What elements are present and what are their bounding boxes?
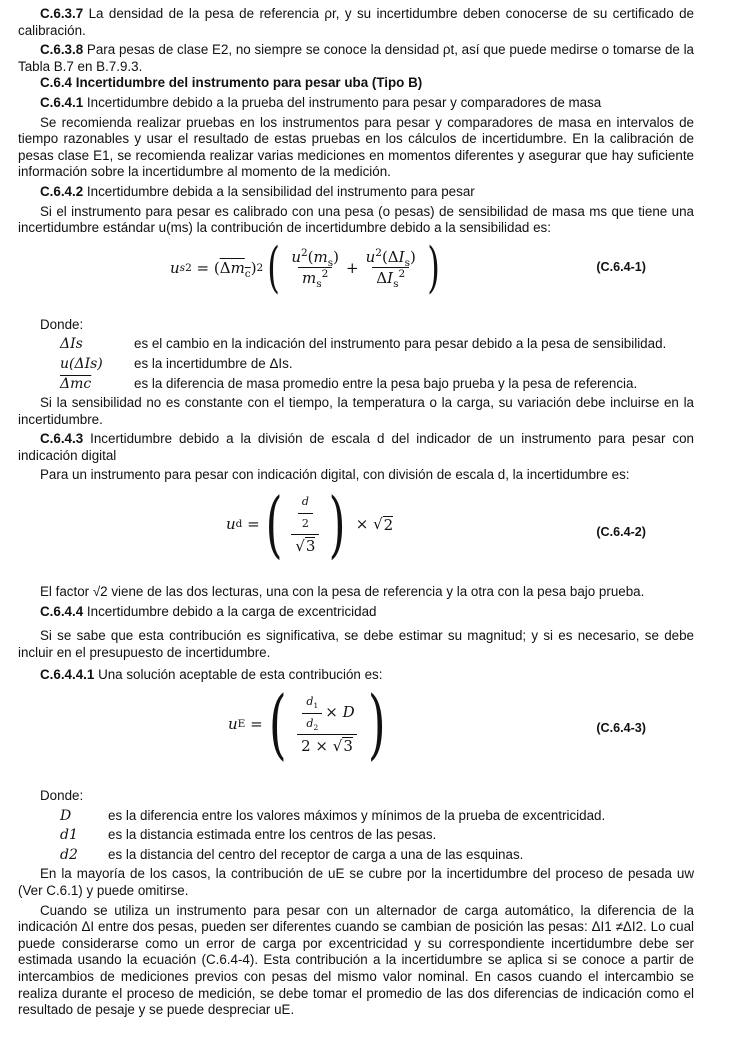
heading-c641 xyxy=(18,95,694,112)
definition-symbol: u(ΔIs) xyxy=(60,355,103,372)
paragraph-c638 xyxy=(18,42,694,75)
definition-item xyxy=(60,827,694,844)
paragraph-c643-after: El factor √2 viene de las dos lecturas, una con la pesa de referencia y la otra con la pesa bajo prueba. xyxy=(40,584,645,600)
donde-label: Donde: xyxy=(40,788,84,804)
donde-label: Donde: xyxy=(40,316,84,332)
definition-item xyxy=(60,336,694,353)
definition-text: es la distancia del centro del receptor de carga a una de las esquinas. xyxy=(108,846,524,862)
definition-symbol: d1 xyxy=(60,827,78,844)
definition-text: es la diferencia de masa promedio entre la pesa bajo prueba y la pesa de referencia. xyxy=(134,375,638,391)
heading-c64: C.6.4 Incertidumbre del instrumento para pesar uba (Tipo B) xyxy=(40,75,423,91)
heading-c643 xyxy=(18,431,694,464)
heading-c644 xyxy=(18,604,694,621)
paragraph-c642-after: Si la sensibilidad no es constante con el tiempo, la temperatura o la carga, su variación debe incluirse en la incertidumbre. xyxy=(18,395,694,427)
definition-symbol: ΔIs xyxy=(60,336,83,353)
clause-title: Incertidumbre debido a la carga de excentricidad xyxy=(83,603,377,619)
paragraph-c643-body: Para un instrumento para pesar con indicación digital, con división de escala d, la incertidumbre es: xyxy=(40,467,630,483)
definition-text: es la diferencia entre los valores máximos y mínimos de la prueba de excentricidad. xyxy=(108,807,606,823)
definition-text: es la incertidumbre de ΔIs. xyxy=(134,355,293,371)
equation-ue: u E = ( $\frac{d_1}{d_2}$ × D 2 × √3 ) xyxy=(228,679,386,769)
clause-number: C.6.4.2 xyxy=(40,183,84,199)
paragraph-c6441-p2: Cuando se utiliza un instrumento para pesar con un alternador de carga automático, la diferencia de la indicación ΔI entre dos pesas, pueden ser diferentes cuando se cambian de posición las pesas: ΔI1 ≠ΔI2. Lo cual puede considerarse como un error de carga por excentricidad y su correspondiente incertidumbre debe ser estimada usando la ecuación (C.6.4-4). Esta contribución a la incertidumbre se aplica si se conoce a partir de intercambios de mediciones previos con pesas del mismo valor nominal. En casos cuando el intercambio se realiza durante el proceso de medición, se debe tomar el promedio de las dos diferencias de indicación como el resultado de pesaje y se puede despreciar uE. xyxy=(18,902,694,1018)
clause-text: Para pesas de clase E2, no siempre se conoce la densidad ρt, así que puede medirse o tomarse de la Tabla B.7 en B.7.9.3. xyxy=(18,42,694,74)
clause-number: C.6.4.4.1 xyxy=(40,667,95,683)
clause-number: C.6.3.8 xyxy=(40,42,84,58)
definition-item xyxy=(60,808,694,825)
heading-c642 xyxy=(18,184,694,201)
clause-number: C.6.4.1 xyxy=(40,94,84,110)
clause-number: C.6.3.7 xyxy=(40,6,84,21)
equation-c641 xyxy=(18,237,694,317)
clause-title: Incertidumbre debido a la prueba del instrumento para pesar y comparadores de masa xyxy=(83,94,602,110)
paragraph-c642-body: Si el instrumento para pesar es calibrado con una pesa (o pesas) de sensibilidad de masa ms que tiene una incertidumbre estándar u(ms) la contribución de incertidumbre debido a la sensibilidad es: xyxy=(18,203,694,236)
heading-c6441 xyxy=(18,667,694,684)
equation-number: (C.6.4-2) xyxy=(596,525,646,540)
equation-us: u s 2 = ( $\Delta m_c$ ) 2 ( $\frac{u^2(m_s)}{m_s^2}$ + $\frac{u^2(\Delta I_s)}{\Delta I_s^2}$ ) xyxy=(170,235,440,299)
definition-text: es la distancia estimada entre los centros de las pesas. xyxy=(108,827,437,843)
equation-c642 xyxy=(18,484,694,584)
definition-item xyxy=(60,356,694,373)
definition-text: es el cambio en la indicación del instrumento para pesar debido a la pesa de sensibilidad. xyxy=(134,336,667,352)
definition-item xyxy=(60,376,694,393)
equation-c643 xyxy=(18,679,694,788)
definition-symbol: $\overline{\Delta mc}$ xyxy=(60,375,92,392)
definitions-list xyxy=(60,808,694,864)
equation-number: (C.6.4-1) xyxy=(596,259,646,274)
paragraph-c644-body: Si se sabe que esta contribución es significativa, se debe estimar su magnitud; y si es necesario, se debe incluir en el presupuesto de incertidumbre. xyxy=(18,628,694,660)
definition-symbol: d2 xyxy=(60,846,78,863)
paragraph-c637 xyxy=(18,6,694,39)
definition-item xyxy=(60,847,694,864)
paragraph-c6441-p1: En la mayoría de los casos, la contribución de uE se cubre por la incertidumbre del proceso de pesada uw (Ver C.6.1) y puede omitirse. xyxy=(18,866,694,898)
paragraph-c641-body: Se recomienda realizar pruebas en los instrumentos para pesar y comparadores de masa en intervalos de tiempo razonables y usar el resultado de estas pruebas en los cálculos de incertidumbre. En la calibración de pesas clase E1, se recomienda realizar varias mediciones en momentos diferentes y asegurar que hay suficiente información sobre la incertidumbre al momento de la medición. xyxy=(18,114,694,180)
equation-ud: u d = ( $\frac{\frac{d}{2}}{√3}$ ) × √ 2 xyxy=(226,482,394,567)
clause-number: C.6.4.4 xyxy=(40,603,84,619)
definition-symbol: D xyxy=(60,807,72,824)
clause-text: La densidad de la pesa de referencia ρr, y su incertidumbre deben conocerse de su certificado de calibración. xyxy=(18,6,694,38)
equation-number: (C.6.4-3) xyxy=(596,721,646,736)
clause-title: Incertidumbre debida a la sensibilidad del instrumento para pesar xyxy=(83,183,475,199)
clause-title: Incertidumbre debido a la división de escala d del indicador de un instrumento para pesar con indicación digital xyxy=(18,431,694,463)
document-page xyxy=(18,6,694,1019)
clause-title: Una solución aceptable de esta contribución es: xyxy=(94,667,383,683)
definitions-list xyxy=(60,336,694,392)
clause-number: C.6.4.3 xyxy=(40,431,84,447)
